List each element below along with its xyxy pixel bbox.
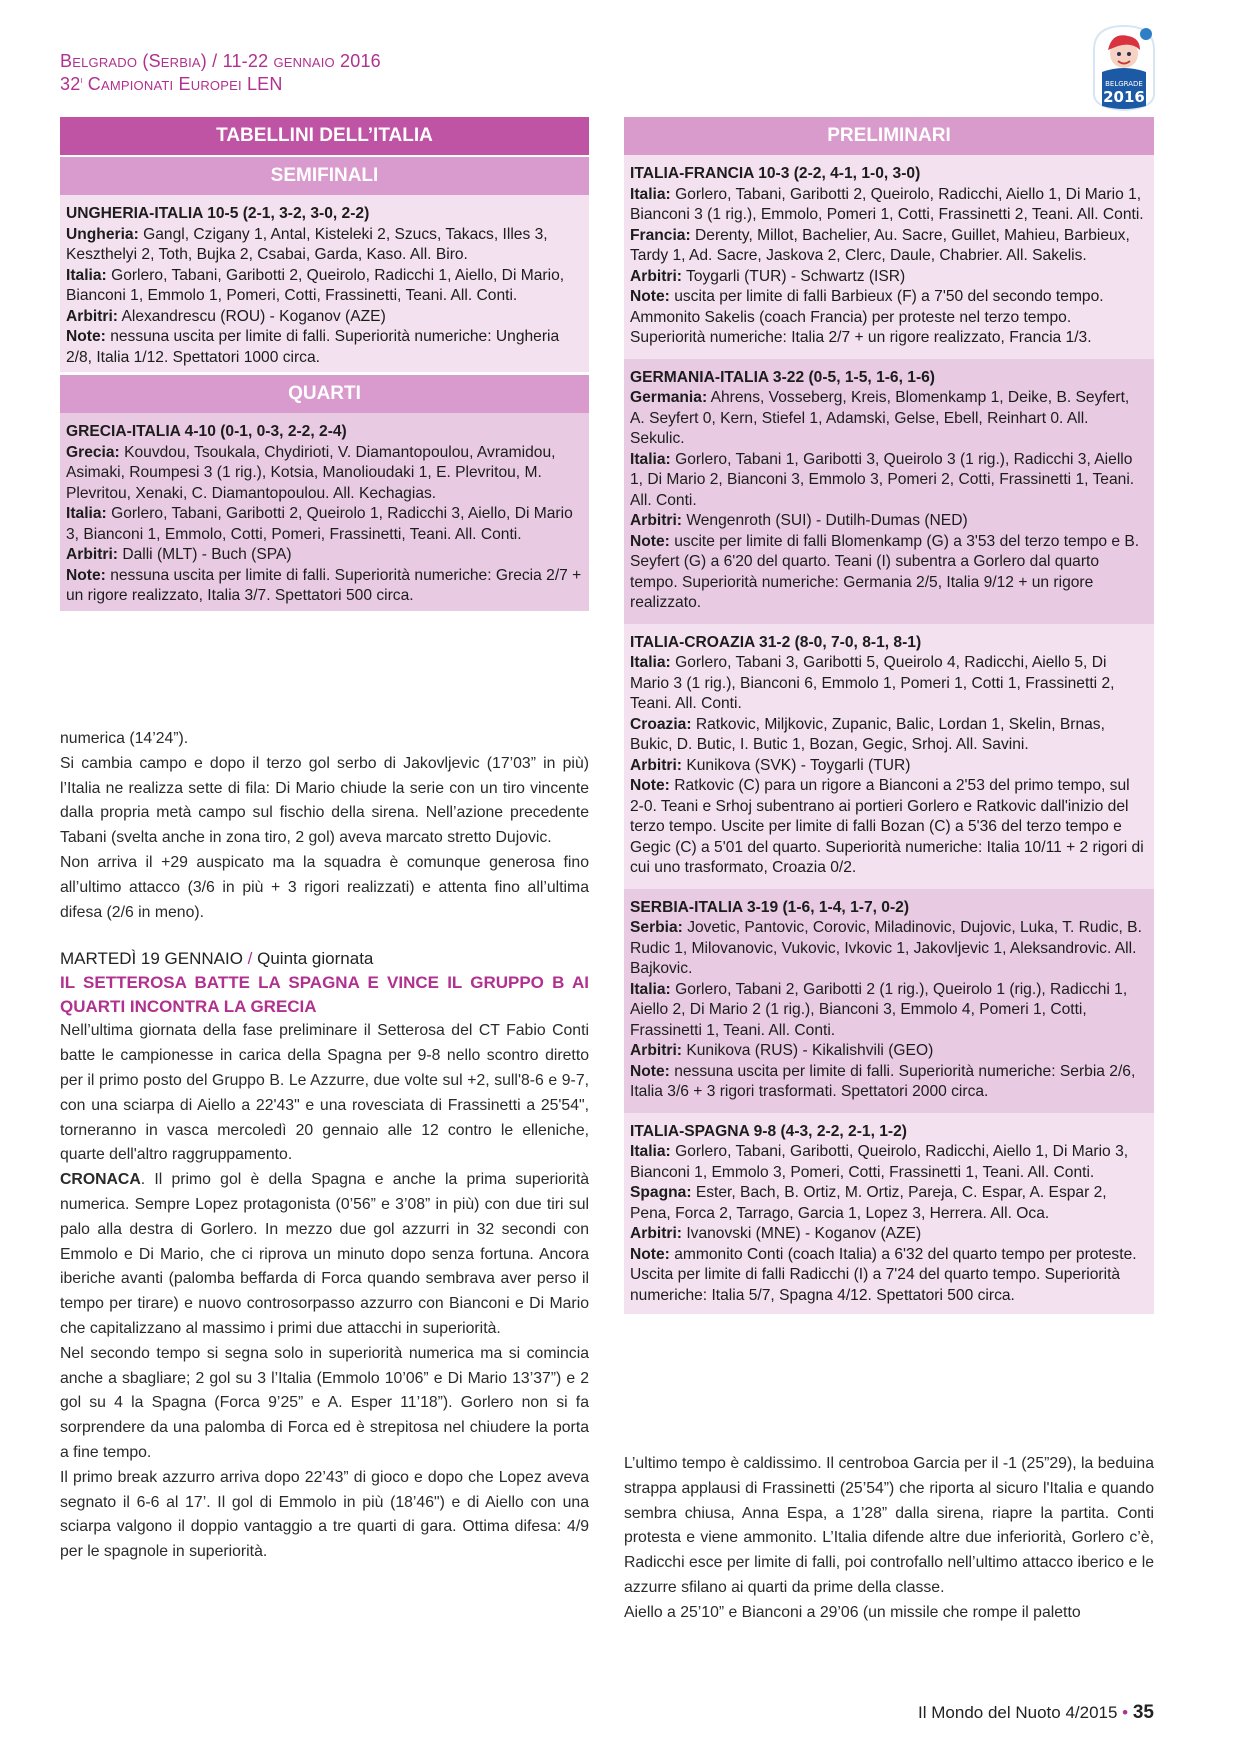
team-italy-lineup: Italia: Gorlero, Tabani, Garibotti 2, Queirolo 1, Radicchi 3, Aiello, Di Mario 3, Bianconi 1, Emmolo, Cotti, Pomeri, Frassinetti, Teani. All. Conti. (66, 505, 573, 543)
notes: Note: nessuna uscita per limite di falli. Superiorità numeriche: Serbia 2/6, Italia 3/6 + 3 rigori trasformati. Spettatori 2000 circa. (630, 1062, 1136, 1100)
team-italy-lineup: Italia: Gorlero, Tabani, Garibotti, Queirolo, Radicchi, Aiello 1, Di Mario 3, Bianconi 1, Emmolo 3, Pomeri, Cotti, Frassinetti 1, Teani. All. Conti. (630, 1143, 1129, 1181)
notes: Note: Ratkovic (C) para un rigore a Bianconi a 2'53 del primo tempo, sul 2-0. Teani e Srhoj subentrano ai portieri Gorlero e Ratkovic dall'inizio del terzo tempo. Uscite per limite di falli Bozan (C) a 5'36 del terzo tempo e Gegic (C) a 5'01 del quarto. Superiorità numeriche: Italia 10/11 + 2 rigori di cui uno trasformato, Croazia 0/2. (630, 777, 1144, 876)
page-header (60, 52, 381, 94)
team-germany-lineup: Germania: Ahrens, Vosseberg, Kreis, Blomenkamp 1, Deike, B. Seyfert, A. Seyfert 0, Kern, Stiefel 1, Adamski, Gelse, Ebell, Reinhart 0. All. Sekulic. (630, 389, 1130, 447)
team-croatia-lineup: Croazia: Ratkovic, Miljkovic, Zupanic, Balic, Lordan 1, Skelin, Brnas, Bukic, D. Butic, I. Butic 1, Bozan, Gegic, Srhoj. All. Savini. (630, 715, 1105, 753)
preliminari-bar: PRELIMINARI (624, 117, 1154, 155)
team-greece-lineup: Grecia: Kouvdou, Tsoukala, Chydirioti, V. Diamantopoulou, Avramidou, Asimaki, Roumpesi 3 (1 rig.), Kotsia, Manolioudaki 1, E. Plevritou, M. Plevritou, Xenaki, C. Diamantopoulou. All. Kechagias. (66, 443, 556, 502)
notes: Note: uscite per limite di falli Blomenkamp (G) a 3'53 del terzo tempo e B. Seyfert (G) a 6'20 del quarto. Teani (I) subentra a Gorlero dal quarto tempo. Superiorità numeriche: Germania 2/5, Italia 9/12 + un rigore realizzato. (630, 532, 1140, 611)
match-title: ITALIA-FRANCIA 10-3 (2-2, 4-1, 1-0, 3-0) (630, 165, 921, 182)
referees: Arbitri: Ivanovski (MNE) - Koganov (AZE) (630, 1225, 922, 1242)
notes: Note: uscita per limite di falli Barbieux (F) a 7'50 del secondo tempo. Ammonito Sakelis (coach Francia) per proteste nel terzo tempo. Superiorità numeriche: Italia 2/7 + un rigore realizzato, Francia 1/3. (630, 288, 1104, 346)
match-serbia-italia (624, 889, 1154, 1113)
article-paragraph: numerica (14’24”). (60, 730, 189, 747)
article-paragraph: L’ultimo tempo è caldissimo. Il centroboa Garcia per il -1 (25”29), la beduina strappa applausi di Frassinetti (25’54”) che riporta al sicuro l'Italia e quando sembra chiusa, Anna Espa, a 1’28” dalla sirena, riapre la partita. Conti protesta e viene ammonito. L’Italia difende altre due inferiorità, Gorlero c’è, Radicchi esce per limite di falli, poi controfallo nell’ultimo attacco iberico e le azzurre sfilano ai quarti da prime della classe. (624, 1455, 1154, 1596)
magazine-issue: Il Mondo del Nuoto 4/2015 (918, 1703, 1118, 1722)
tabellini-title-bar: TABELLINI DELL’ITALIA (60, 117, 589, 155)
article-paragraph: Non arriva il +29 auspicato ma la squadra è comunque generosa fino all’ultimo attacco (3/6 in più + 3 rigori realizzati) e attenta fino all’ultima difesa (2/6 in meno). (60, 853, 589, 921)
event-edition: 32$^i$ Campionati Europei LEN (60, 74, 283, 94)
right-column (624, 117, 1154, 1314)
match-italia-spagna (624, 1113, 1154, 1315)
belgrade-2016-logo (1088, 20, 1160, 112)
match-title: UNGHERIA-ITALIA 10-5 (2-1, 3-2, 3-0, 2-2) (66, 205, 370, 222)
referees: Arbitri: Dalli (MLT) - Buch (SPA) (66, 546, 292, 563)
referees: Arbitri: Kunikova (SVK) - Toygarli (TUR) (630, 756, 911, 774)
referees: Arbitri: Alexandrescu (ROU) - Koganov (AZE) (66, 307, 386, 325)
day-heading: MARTEDÌ 19 GENNAIO / Quinta giornata (60, 949, 374, 969)
referees: Arbitri: Wengenroth (SUI) - Dutilh-Dumas (NED) (630, 512, 968, 529)
logo-text: BELGRADE (1105, 80, 1143, 88)
match-title: GRECIA-ITALIA 4-10 (0-1, 0-3, 2-2, 2-4) (66, 423, 347, 440)
left-column (60, 117, 589, 611)
team-italy-lineup: Italia: Gorlero, Tabani 3, Garibotti 5, Queirolo 4, Radicchi, Aiello 5, Di Mario 3 (1 rig.), Bianconi 6, Emmolo 1, Pomeri 1, Cotti 1, Frassinetti 2, Teani. All. Conti. (630, 654, 1115, 712)
match-grecia-italia (60, 413, 589, 611)
logo-year: 2016 (1103, 88, 1145, 106)
team-italy-lineup: Italia: Gorlero, Tabani, Garibotti 2, Queirolo, Radicchi 1, Aiello, Di Mario, Bianconi 1, Emmolo 1, Pomeri, Cotti, Frassinetti, Teani. All. Conti. (66, 266, 565, 304)
left-article (60, 727, 589, 1565)
match-title: SERBIA-ITALIA 3-19 (1-6, 1-4, 1-7, 0-2) (630, 898, 910, 916)
article-paragraph: Il primo break azzurro arriva dopo 22’43” di gioco e dopo che Lopez aveva segnato il 6-6 al 17’. Il gol di Emmolo in più (18’46") e di Aiello con una sciarpa valgono il doppio vantaggio a tre quarti di gara. Ottima difesa: 4/9 per le spagnole in superiorità. (60, 1468, 589, 1561)
page-footer (918, 1702, 1154, 1724)
referees: Arbitri: Kunikova (RUS) - Kikalishvili (GEO) (630, 1042, 934, 1059)
match-title: GERMANIA-ITALIA 3-22 (0-5, 1-5, 1-6, 1-6) (630, 368, 935, 386)
article-paragraph: Nell’ultima giornata della fase preliminare il Setterosa del CT Fabio Conti batte le campionesse in carica della Spagna per 9-8 nello scontro diretto per il primo posto del Gruppo B. Le Azzurre, due volte sul +2, sull'8-6 e 9-7, con una sciarpa di Aiello a 22'43" e una rovesciata di Frassinetti a 25'54", torneranno in vasca mercoledì 20 gennaio alle 12 contro le elleniche, quarte dell'altro raggruppamento. (60, 1022, 589, 1164)
article-paragraph: Si cambia campo e dopo il terzo gol serbo di Jakovljevic (17’03” in più) l’Italia ne realizza sette di fila: Di Mario chiude la serie con un tiro vincente dalla propria metà campo sul fischio della sirena. Nell’azione precedente Tabani (svelta anche in zona tiro, 2 gol) aveva marcato stretto Dujovic. (60, 754, 589, 847)
team-italy-lineup: Italia: Gorlero, Tabani 2, Garibotti 2 (1 rig.), Queirolo 1 (rig.), Radicchi 1, Aiello 2, Di Mario 2 (1 rig.), Bianconi 3, Emmolo 4, Pomeri 1, Cotti, Frassinetti 1, Teani. All. Conti. (630, 980, 1128, 1039)
event-location-date: Belgrado (Serbia) / 11-22 gennaio 2016 (60, 51, 381, 71)
match-ungheria-italia (60, 195, 589, 372)
match-italia-francia (624, 155, 1154, 359)
team-italy-lineup: Italia: Gorlero, Tabani 1, Garibotti 3, Queirolo 3 (1 rig.), Radicchi 3, Aiello 1, Di Mario 2, Bianconi 3, Emmolo 3, Pomeri 2, Cotti, Frassinetti 1, Teani. All. Conti. (630, 450, 1135, 509)
notes: Note: ammonito Conti (coach Italia) a 6'32 del quarto tempo per proteste. Uscita per limite di falli Radicchi (I) a 7'24 del quarto tempo. Superiorità numeriche: Italia 5/7, Spagna 4/12. Spettatori 500 circa. (630, 1245, 1137, 1304)
notes: Note: nessuna uscita per limite di falli. Superiorità numeriche: Ungheria 2/8, Italia 1/12. Spettatori 1000 circa. (66, 328, 560, 366)
right-article (624, 1452, 1154, 1626)
match-title: ITALIA-CROAZIA 31-2 (8-0, 7-0, 8-1, 8-1) (630, 633, 922, 651)
team-france-lineup: Francia: Derenty, Millot, Bachelier, Au. Sacre, Guillet, Mahieu, Barbieux, Tardy 1, Ad. Sacre, Jaskova 2, Clerc, Daule, Chabrier. All. Sakelis. (630, 226, 1130, 264)
quarti-bar: QUARTI (60, 375, 589, 413)
article-paragraph: CRONACA. Il primo gol è della Spagna e anche la prima superiorità numerica. Sempre Lopez protagonista (0’56” e 3’08” in più) con due tiri sul palo alla destra di Gorlero. In mezzo due gol azzurri in 32 secondi con Emmolo e Di Mario, che ci riprova un minuto dopo senza fortuna. Ancora iberiche avanti (palomba beffarda di Forca quando sembrava aver perso il tempo per tirare) e nuovo controsorpasso azzurro con Bianconi e Di Mario che capitalizzano al massimo i primi due attacchi in superiorità. (60, 1171, 589, 1337)
team-hungary-lineup: Ungheria: Gangl, Czigany 1, Antal, Kisteleki 2, Szucs, Takacs, Illes 3, Keszthelyi 2, Toth, Bujka 2, Csabai, Garda, Kaso. All. Biro. (66, 225, 548, 263)
match-germania-italia (624, 359, 1154, 624)
team-spain-lineup: Spagna: Ester, Bach, B. Ortiz, M. Ortiz, Pareja, C. Espar, A. Espar 2, Pena, Forca 2, Tarrago, Garcia 1, Lopez 3, Herrera. All. Oca. (630, 1184, 1107, 1222)
article-headline: IL SETTEROSA BATTE LA SPAGNA E VINCE IL GRUPPO B AI QUARTI INCONTRA LA GRECIA (60, 973, 589, 1017)
match-title: ITALIA-SPAGNA 9-8 (4-3, 2-2, 2-1, 1-2) (630, 1122, 907, 1140)
page-number: 35 (1132, 1702, 1154, 1723)
team-italy-lineup: Italia: Gorlero, Tabani, Garibotti 2, Queirolo, Radicchi, Aiello 1, Di Mario 1, Bianconi 3 (1 rig.), Emmolo, Pomeri 1, Cotti, Frassinetti 2, Teani. All. Conti. (630, 185, 1144, 223)
notes: Note: nessuna uscita per limite di falli. Superiorità numeriche: Grecia 2/7 + un rigore realizzato, Italia 3/7. Spettatori 500 circa. (66, 566, 582, 604)
footer-separator: • (1117, 1703, 1133, 1722)
referees: Arbitri: Toygarli (TUR) - Schwartz (ISR) (630, 267, 906, 285)
match-italia-croazia (624, 624, 1154, 889)
article-paragraph: Nel secondo tempo si segna solo in superiorità numerica ma si comincia anche a sbagliare; 2 gol su 3 l’Italia (Emmolo 10’06” e Di Mario 13’37”) e 2 gol su 4 la Spagna (Forca 9’25” e A. Esper 11’18”). Gorlero non si fa sorprendere da una palomba di Forca ed è strepitosa nel chiudere la porta a fine tempo. (60, 1344, 589, 1461)
article-paragraph: Aiello a 25’10” e Bianconi a 29’06 (un missile che rompe il paletto (624, 1603, 1081, 1621)
team-serbia-lineup: Serbia: Jovetic, Pantovic, Corovic, Miladinovic, Dujovic, Luka, T. Rudic, B. Rudic 1, Milovanovic, Vukovic, Ivkovic 1, Jakovljevic 1, Aleksandrovic. All. Bajkovic. (630, 919, 1142, 977)
semifinali-bar: SEMIFINALI (60, 157, 589, 195)
